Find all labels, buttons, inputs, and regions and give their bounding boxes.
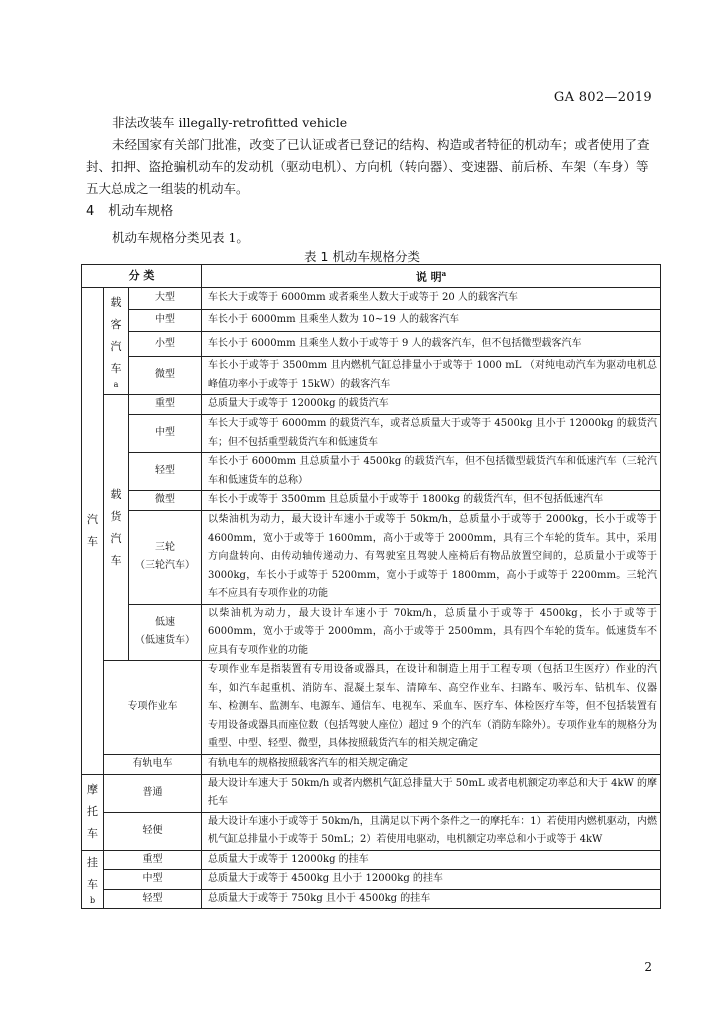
desc-cell: 总质量大于或等于 12000kg 的载货汽车 [202, 395, 661, 415]
desc-cell: 总质量大于或等于 750kg 且小于 4500kg 的挂车 [202, 889, 661, 909]
table-row [82, 511, 661, 605]
desc-cell: 有轨电车的规格按照载客汽车的相关规定确定 [202, 754, 661, 774]
type-cell: 普通 [104, 774, 202, 812]
table-row [82, 661, 661, 755]
category-passenger-car: 载客汽车 a [104, 288, 129, 395]
table-row [82, 812, 661, 850]
header-classification: 分 类 [82, 265, 202, 288]
type-cell: 重型 [129, 395, 202, 415]
table-row [82, 754, 661, 774]
standard-code: GA 802—2019 [553, 90, 652, 105]
desc-cell: 总质量大于或等于 12000kg 的挂车 [202, 850, 661, 870]
table-row [82, 491, 661, 511]
table-row [82, 870, 661, 890]
type-cell: 低速 （低速货车） [129, 604, 202, 661]
type-cell: 微型 [129, 491, 202, 511]
table-row [82, 310, 661, 332]
table-header-row [82, 265, 661, 288]
type-cell: 有轨电车 [104, 754, 202, 774]
category-motorcycle: 摩托车 [82, 774, 104, 850]
header-description: 说 明$^a$ [202, 265, 661, 288]
desc-cell: 车长小于 6000mm 且乘坐人数为 10~19 人的载客汽车 [202, 310, 661, 332]
table-row [82, 774, 661, 812]
table-row [82, 357, 661, 395]
table-row [82, 850, 661, 870]
table-row [82, 415, 661, 453]
type-cell: 中型 [129, 415, 202, 453]
vehicle-spec-table [81, 264, 661, 909]
definition-term: 非法改装车 illegally-retrofitted vehicle [112, 115, 348, 130]
desc-cell: 车长小于 6000mm 且总质量小于 4500kg 的载货汽车，但不包括微型载货汽车和低速汽车（三轮汽车和低速货车的总称） [202, 453, 661, 491]
table-row [82, 453, 661, 491]
definition-text: 未经国家有关部门批准，改变了已认证或者已登记的结构、构造或者特征的机动车；或者使用了查封、扣押、盗抢骗机动车的发动机（驱动电机）、方向机（转向器）、变速器、前后桥、车架（车身）等五大总成之一组装的机动车。 [86, 137, 650, 196]
page-number: 2 [644, 960, 652, 974]
category-truck: 载货汽车 [104, 395, 129, 661]
section-title: 机动车规格 [108, 204, 174, 219]
desc-cell: 专项作业车是指装置有专用设备或器具，在设计和制造上用于工程专项（包括卫生医疗）作业的汽车，如汽车起重机、消防车、混凝土泵车、清障车、高空作业车、扫路车、吸污车、钻机车、仪器车、检测车、监测车、电源车、通信车、电视车、采血车、医疗车、体检医疗车等，但不包括装置有专用设备或器具而座位数（包括驾驶人座位）超过 9 个的汽车（消防车除外）。专项作业车的规格分为重型、中型、轻型、微型，具体按照载货汽车的相关规定确定 [202, 661, 661, 755]
type-cell: 轻型 [129, 453, 202, 491]
table-row [82, 288, 661, 310]
table-title: 表 1 机动车规格分类 [304, 249, 420, 264]
desc-cell: 以柴油机为动力，最大设计车速小于或等于 50km/h，总质量小于或等于 2000kg，长小于或等于 4600mm，宽小于或等于 1600mm，高小于或等于 2000mm，具有三个车轮的货车。其中，采用方向盘转向、由传动轴传递动力、有驾驶室且驾驶人座椅后有物品放置空间的，总质量小于或等于 3000kg，车长小于或等于 5200mm，宽小于或等于 1800mm，高小于或等于 2200mm。三轮汽车不应具有专项作业的功能 [202, 511, 661, 605]
desc-cell: 总质量大于或等于 4500kg 且小于 12000kg 的挂车 [202, 870, 661, 890]
type-cell: 大型 [129, 288, 202, 310]
desc-cell: 车长大于或等于 6000mm 的载货汽车，或者总质量大于或等于 4500kg 且小于 12000kg 的载货汽车；但不包括重型载货汽车和低速货车 [202, 415, 661, 453]
table-row [82, 889, 661, 909]
section-intro: 机动车规格分类见表 1。 [112, 230, 249, 245]
desc-cell: 以柴油机为动力，最大设计车速小于 70km/h，总质量小于或等于 4500kg，长小于或等于 6000mm，宽小于或等于 2000mm，高小于或等于 2500mm，具有四个车轮的货车。低速货车不应具有专项作业的功能 [202, 604, 661, 661]
type-cell: 小型 [129, 332, 202, 357]
type-cell: 中型 [104, 870, 202, 890]
desc-cell: 车长小于或等于 3500mm 且总质量小于或等于 1800kg 的载货汽车，但不包括低速汽车 [202, 491, 661, 511]
desc-cell: 车长小于或等于 3500mm 且内燃机气缸总排量小于或等于 1000 mL （对纯电动汽车为驱动电机总峰值功率小于或等于 15kW）的载客汽车 [202, 357, 661, 395]
table-row [82, 604, 661, 661]
type-cell: 轻型 [104, 889, 202, 909]
type-cell: 轻便 [104, 812, 202, 850]
definition-block [86, 112, 656, 200]
type-cell: 重型 [104, 850, 202, 870]
section-number: 4 [86, 204, 95, 219]
desc-cell: 车长小于 6000mm 且乘坐人数小于或等于 9 人的载客汽车，但不包括微型载客汽车 [202, 332, 661, 357]
section-heading [86, 200, 187, 219]
desc-cell: 车长大于或等于 6000mm 或者乘坐人数大于或等于 20 人的载客汽车 [202, 288, 661, 310]
table-row [82, 395, 661, 415]
type-cell: 三轮 （三轮汽车） [129, 511, 202, 605]
desc-cell: 最大设计车速大于 50km/h 或者内燃机气缸总排量大于 50mL 或者电机额定功率总和大于 4kW 的摩托车 [202, 774, 661, 812]
type-cell: 中型 [129, 310, 202, 332]
table-row [82, 332, 661, 357]
type-cell: 微型 [129, 357, 202, 395]
category-trailer: 挂车 b [82, 850, 104, 909]
category-automobile: 汽车 [82, 288, 104, 775]
type-cell: 专项作业车 [104, 661, 202, 755]
desc-cell: 最大设计车速小于或等于 50km/h，且满足以下两个条件之一的摩托车：1）若使用内燃机驱动，内燃机气缸总排量小于或等于 50mL；2）若使用电驱动，电机额定功率总和小于或等于 4kW [202, 812, 661, 850]
